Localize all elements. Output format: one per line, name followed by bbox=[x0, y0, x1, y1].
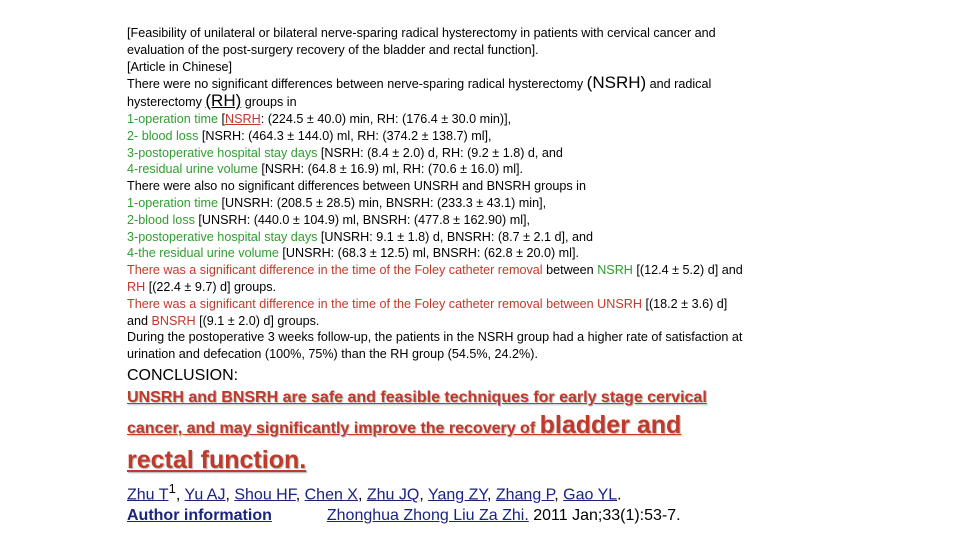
rh-abbr: (RH) bbox=[205, 91, 242, 111]
result-item-3 bbox=[127, 145, 827, 162]
conclusion-emphasis: bladder and bbox=[539, 410, 682, 439]
article-title-line-2: evaluation of the post-surgery recovery of the bladder and rectal function]. bbox=[127, 42, 539, 57]
result-text: [NSRH: (8.4 ± 2.0) d, RH: (9.2 ± 1.8) d, and bbox=[317, 145, 563, 160]
author-link-7[interactable]: Zhang P bbox=[495, 486, 555, 504]
result-label: 4-residual urine volume bbox=[127, 162, 258, 177]
result-item-4 bbox=[127, 161, 827, 178]
foley-unsrh-line-1 bbox=[127, 296, 827, 313]
result-label: 4-the residual urine volume bbox=[127, 246, 279, 261]
result-label: 2-blood loss bbox=[127, 212, 195, 227]
also-no-difference: There were also no significant differences between UNSRH and BNSRH groups in bbox=[127, 179, 586, 194]
author-sep: , bbox=[486, 486, 496, 504]
author-link-6[interactable]: Yang ZY bbox=[427, 486, 487, 504]
foley-text: There was a significant difference in the time of the Foley catheter removal between UNSRH bbox=[127, 296, 642, 311]
result2-item-2 bbox=[127, 212, 827, 229]
conclusion-line-2 bbox=[127, 410, 827, 444]
author-sep: , bbox=[419, 486, 428, 504]
foley-text: and bbox=[127, 313, 152, 328]
result-label: 1-operation time bbox=[127, 111, 219, 126]
nsrh-abbr: (NSRH) bbox=[586, 73, 647, 93]
result-label: 3-postoperative hospital stay days bbox=[127, 145, 318, 160]
foley-text: [(18.2 ± 3.6) d] bbox=[641, 296, 728, 311]
intro-text-c: hysterectomy bbox=[127, 95, 206, 110]
author-end: . bbox=[617, 486, 622, 504]
author-information-link[interactable]: Author information bbox=[127, 507, 272, 525]
result-text: [UNSRH: (68.3 ± 12.5) ml, BNSRH: (62.8 ± 20.0) ml]. bbox=[278, 246, 579, 261]
foley-text: [(12.4 ± 5.2) d] and bbox=[632, 263, 743, 278]
reference-line bbox=[127, 505, 827, 527]
author-link-8[interactable]: Gao YL bbox=[563, 486, 618, 504]
result-label: 3-postoperative hospital stay days bbox=[127, 229, 318, 244]
result-text: [UNSRH: 9.1 ± 1.8) d, BNSRH: (8.7 ± 2.1 d], and bbox=[317, 229, 594, 244]
conclusion-heading: CONCLUSION: bbox=[127, 366, 239, 384]
foley-text: between bbox=[542, 263, 598, 278]
conclusion-text: cancer, and may significantly improve the recovery of bbox=[127, 419, 540, 437]
result-text: [UNSRH: (440.0 ± 104.9) ml, BNSRH: (477.8 ± 162.90) ml], bbox=[194, 212, 531, 227]
author-link-4[interactable]: Chen X bbox=[304, 486, 358, 504]
foley-text: [(9.1 ± 2.0) d] groups. bbox=[195, 313, 320, 328]
result2-item-4 bbox=[127, 245, 827, 262]
result-text: [ bbox=[218, 111, 226, 126]
result-label: 1-operation time bbox=[127, 195, 219, 210]
author-sep: , bbox=[225, 486, 235, 504]
conclusion-line-3: rectal function. bbox=[127, 445, 307, 474]
rh-term: RH bbox=[127, 279, 146, 294]
foley-text: [(22.4 ± 9.7) d] groups. bbox=[145, 279, 277, 294]
abstract-body bbox=[127, 25, 827, 527]
result-text: : (224.5 ± 40.0) min, RH: (176.4 ± 30.0 min)], bbox=[260, 111, 512, 126]
intro-text-a: There were no significant differences between nerve-sparing radical hysterectomy bbox=[127, 77, 587, 92]
conclusion-line-1: UNSRH and BNSRH are safe and feasible techniques for early stage cervical bbox=[127, 388, 707, 406]
intro-line-2 bbox=[127, 93, 827, 111]
bnsrh-term: BNSRH bbox=[151, 313, 196, 328]
result-text: [NSRH: (64.8 ± 16.9) ml, RH: (70.6 ± 16.0) ml]. bbox=[257, 162, 523, 177]
author-sep: , bbox=[295, 486, 305, 504]
result2-item-3 bbox=[127, 229, 827, 246]
nsrh-term: NSRH bbox=[597, 263, 633, 278]
result-text: [NSRH: (464.3 ± 144.0) ml, RH: (374.2 ± 138.7) ml], bbox=[198, 128, 492, 143]
author-link-3[interactable]: Shou HF bbox=[234, 486, 296, 504]
intro-text-d: groups in bbox=[241, 95, 297, 110]
author-link-1[interactable]: Zhu T bbox=[127, 486, 169, 504]
result-item-1 bbox=[127, 111, 827, 128]
author-list bbox=[127, 478, 827, 505]
nsrh-link: NSRH bbox=[225, 111, 261, 126]
foley-nsrh-line-1 bbox=[127, 262, 827, 279]
journal-link[interactable]: Zhonghua Zhong Liu Za Zhi. bbox=[326, 507, 529, 525]
article-language: [Article in Chinese] bbox=[127, 59, 232, 74]
foley-text: There was a significant difference in the time of the Foley catheter removal bbox=[127, 263, 543, 278]
article-title-line-1: [Feasibility of unilateral or bilateral nerve-sparing radical hysterectomy in patients with cervical cancer and bbox=[127, 26, 716, 40]
author-link-2[interactable]: Yu AJ bbox=[184, 486, 226, 504]
result-label: 2- blood loss bbox=[127, 128, 199, 143]
intro-text-b: and radical bbox=[646, 77, 712, 92]
result-item-2 bbox=[127, 128, 827, 145]
citation-text: 2011 Jan;33(1):53-7. bbox=[528, 507, 681, 525]
author-sep: , bbox=[357, 486, 367, 504]
author-affiliation-sup: 1 bbox=[168, 480, 176, 496]
foley-unsrh-line-2 bbox=[127, 313, 827, 330]
followup-line-2: urination and defecation (100%, 75%) than the RH group (54.5%, 24.2%). bbox=[127, 347, 538, 362]
result-text: [UNSRH: (208.5 ± 28.5) min, BNSRH: (233.3 ± 43.1) min], bbox=[218, 195, 547, 210]
foley-nsrh-line-2 bbox=[127, 279, 827, 296]
followup-line-1: During the postoperative 3 weeks follow-up, the patients in the NSRH group had a higher rate of satisfaction at bbox=[127, 330, 743, 345]
author-link-5[interactable]: Zhu JQ bbox=[366, 486, 420, 504]
author-sep: , bbox=[175, 486, 185, 504]
author-sep: , bbox=[554, 486, 564, 504]
result2-item-1 bbox=[127, 195, 827, 212]
